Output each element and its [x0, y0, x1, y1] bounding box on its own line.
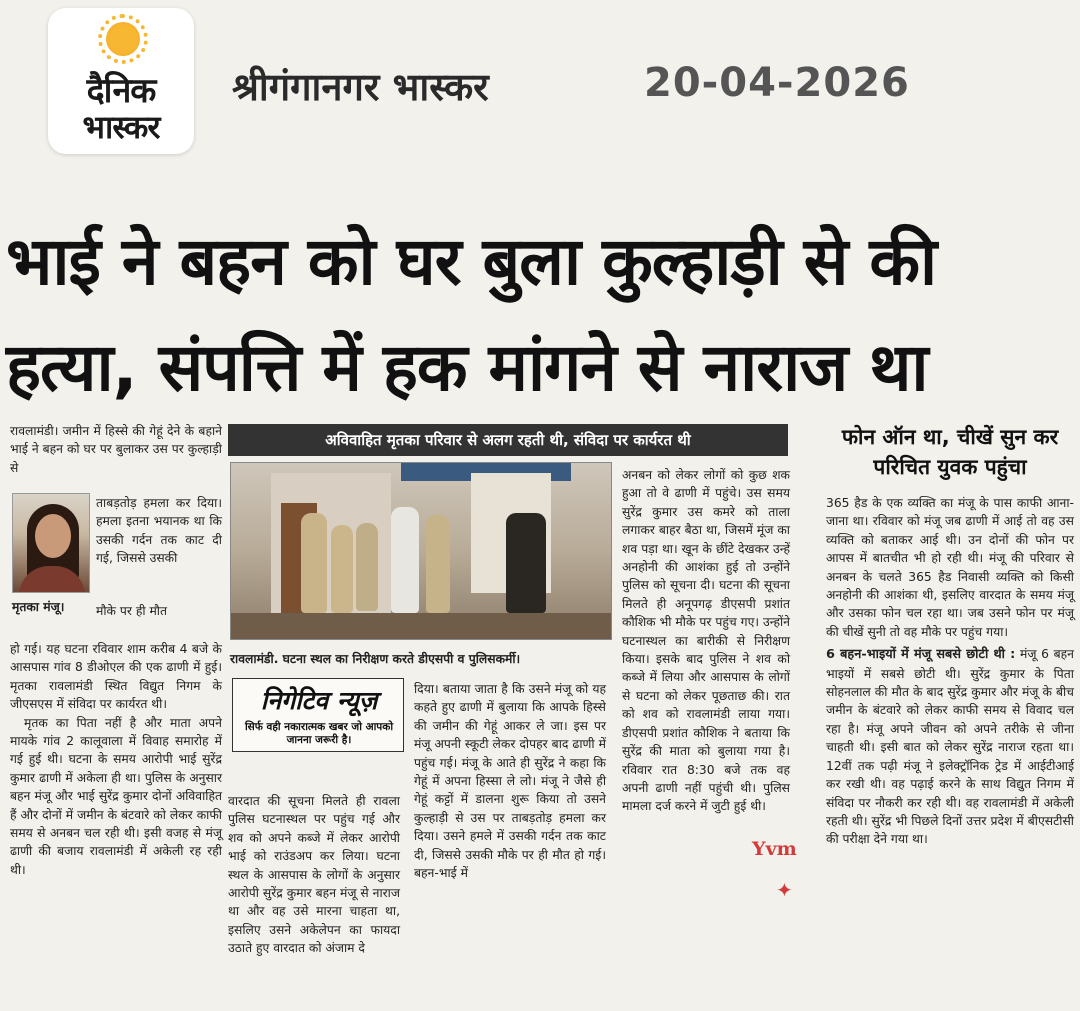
dainik-bhaskar-logo	[48, 8, 194, 154]
col3-bottom-text: दिया। बताया जाता है कि उसने मंजू को यह कहते हुए ढाणी में बुलाया कि आपके हिस्से की जमीन की गेहूं आकर ले जा। इस पर मंजू अपनी स्कूटी लेकर दोपहर बाद ढाणी में पहुंच गई। मंजू के आते ही सुरेंद्र ने कहा कि गेहूं में अपना हिस्सा ले लो। मंजू ने जैसे ही गेहूं कट्टों में डालना शुरू किया तो उसने कुल्हाड़ी से उस पर ताबड़तोड़ हमला कर दिया। उसने हमले में उसकी गर्दन तक काट दी, जिससे उसकी मौके पर ही मौत हो गई। बहन-भाई में	[414, 682, 606, 881]
edition-masthead: श्रीगंगानगर भास्कर	[232, 65, 489, 109]
story-strip-heading: अविवाहित मृतका परिवार से अलग रहती थी, संविदा पर कार्यरत थी	[228, 424, 788, 456]
officer-figure	[391, 507, 419, 613]
col5-paragraph-1: 365 हैड के एक व्यक्ति का मंजू के पास काफी आना-जाना था। रविवार को मंजू जब ढाणी में आई तो वह उस व्यक्ति को बताकर आई थी। उन दोनों की फोन पर आपस में बातचीत भी हो रही थी। मंजू की परिवार से अनबन के चलते 365 हैड निवासी व्यक्ति को किसी अनहोनी की आशंका थी, इसलिए वारदात के समय मंजू और उसका फोन चल रहा था। जब उसने फोन पर मंजू की चीखें सुनी तो वह मौके पर पहुंच गया।	[826, 496, 1074, 639]
col1-paragraph-1: हो गई। यह घटना रविवार शाम करीब 4 बजे के आसपास गांव 8 डीओएल की एक ढाणी में हुई। मृतका रावलामंडी स्थित विद्युत निगम के जीएसएस में संविदा पर कार्यरत थी।	[10, 642, 222, 712]
col5-subheading: 6 बहन-भाइयों में मंजू सबसे छोटी थी :	[826, 647, 1016, 663]
police-figure	[426, 515, 450, 613]
logo-text-line1: दैनिक	[86, 71, 156, 111]
negative-news-badge	[232, 678, 404, 752]
col5-body	[826, 494, 1074, 849]
col1-side-text: ताबड़तोड़ हमला कर दिया। हमला इतना भयानक था कि उसकी गर्दन तक काट दी गई, जिससे उसकी	[96, 496, 222, 566]
police-figure	[356, 523, 378, 611]
headline-line2: हत्या, संपत्ति में हक मांगने से नाराज था	[6, 329, 928, 406]
bystander-figure	[506, 513, 546, 613]
negative-news-title: निगेटिव न्यूज़	[260, 686, 378, 715]
publication-date: 20-04-2026	[644, 60, 910, 106]
col1-intro: रावलामंडी। जमीन में हिस्से की गेहूं देने के बहाने भाई ने बहन को घर पर बुलाकर उस पर कुल्हाड़ी से	[10, 424, 222, 475]
col5-paragraph-2-text: मंजू 6 बहन भाइयों में सबसे छोटी थी। सुरेंद्र कुमार के पिता सोहनलाल की मौत के बाद सुरेंद्र कुमार और मंजू के बीच जमीन के बंटवारे को लेकर काफी समय से विवाद चल रहा है। मंजू अपने जीवन को अपने तरीके से जीना चाहती थी। इसी बात को लेकर सुरेंद्र नाराज रहता था। 12वीं तक पढ़ी मंजू ने इलेक्ट्रॉनिक ट्रेड में आईटीआई कर रखी थी। वह पढ़ाई करने के साथ विद्युत निगम में संविदा पर नौकरी कर रही थी। वह रावलामंडी में अकेली रहती थी। सुरेंद्र भी पिछले दिनों उत्तर प्रदेश में बीएसटीसी की परीक्षा देने गया था।	[826, 647, 1074, 847]
col5-paragraph-2	[826, 645, 1074, 848]
crime-scene-photo	[230, 462, 612, 640]
headline-line1: भाई ने बहन को घर बुला कुल्हाड़ी से की	[6, 223, 937, 300]
negative-news-subtitle: सिर्फ वही नकारात्मक खबर जो आपको जानना जरूरी है।	[244, 721, 394, 746]
scene-photo-caption: रावलामंडी. घटना स्थल का निरीक्षण करते डीएसपी व पुलिसकर्मी।	[230, 652, 521, 666]
col2-bottom-text: वारदात की सूचना मिलते ही रावला पुलिस घटनास्थल पर पहुंच गई और शव को अपने कब्जे में लेकर आरोपी भाई को राउंडअप कर लिया। घटना स्थल के आसपास के लोगों के अनुसार आरोपी सुरेंद्र कुमार बहन मंजू से नाराज था और वह उसे मारना चाहता था, इसलिए उसने अकेलेपन का फायदा उठाते हुए वारदात को अंजाम दे	[228, 794, 400, 956]
police-figure	[331, 525, 353, 613]
col1-paragraph-2: मृतक का पिता नहीं है और माता अपने मायके गांव 2 कालूवाला में विवाह समारोह में गई हुई थी। घटना के समय आरोपी भाई सुरेंद्र कुमार ढाणी में अकेला ही था। पुलिस के अनुसार बहन मंजू और भाई सुरेंद्र कुमार दोनों अविवाहित हैं और दोनों में जमीन के बंटवारे को लेकर काफी समय से अनबन चल रही थी। इसी वजह से मंजू ढाणी की बजाय रावलामंडी में अकेली रह रही थी।	[10, 715, 222, 877]
watermark: Yvm	[752, 838, 797, 860]
col3-top-text: अनबन को लेकर लोगों को कुछ शक हुआ तो वे ढाणी में पहुंचे। उस समय सुरेंद्र कुमार उस कमरे को ताला लगाकर बाहर बैठा था, जिसमें मूंज का शव पड़ा था। खून के छींटे देखकर उन्हें अनहोनी की आशंका हुई तो उन्होंने पुलिस को सूचना दी। घटना की सूचना मिलते ही अनूपगढ़ डीएसपी प्रशांत कौशिक भी मौके पर पहुंच गए। उन्होंने घटनास्थल का बारीकी से निरीक्षण किया। इसके बाद पुलिस ने शव को कब्जे में लिया और आसपास के लोगों से घटना को लेकर पूछताछ की। रात को शव को रावलामंडी लाया गया। डीएसपी प्रशांत कौशिक ने बताया कि सुरेंद्र की माता को बुलाया गया है। रविवार रात 8:30 बजे तक वह अपनी ढाणी नहीं पहुंची थी। पुलिस मामला दर्ज करने में जुटी हुई थी।	[622, 468, 790, 814]
victim-photo-caption: मृतका मंजू।	[12, 600, 65, 614]
photo-face	[35, 514, 71, 558]
col1-cont-text: मौके पर ही मौत	[96, 604, 167, 618]
sidebar-subheading: फोन ऑन था, चीखें सुन कर परिचित युवक पहुंचा	[841, 425, 1059, 479]
col1-body	[10, 640, 222, 879]
sparkle-icon: ✦	[776, 878, 793, 902]
sun-icon	[106, 22, 140, 56]
logo-text-line2: भास्कर	[82, 108, 160, 146]
police-figure	[301, 513, 327, 613]
victim-photo	[12, 493, 90, 593]
scene-floor	[231, 613, 612, 640]
